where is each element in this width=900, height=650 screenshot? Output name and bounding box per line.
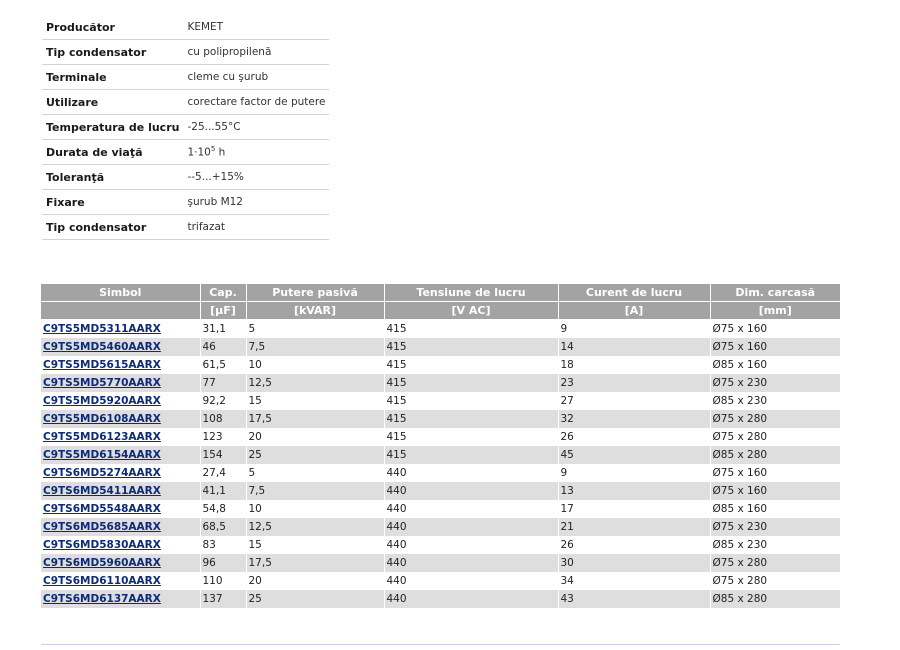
spec-row <box>42 115 329 140</box>
spec-label: Durata de viaţă <box>42 140 183 165</box>
cell-dimensions: Ø75 x 160 <box>710 482 840 500</box>
cell-reactive-power: 25 <box>246 446 384 464</box>
cell-dimensions: Ø75 x 280 <box>710 572 840 590</box>
table-row <box>41 374 840 392</box>
spec-label: Tip condensator <box>42 215 183 240</box>
cell-symbol <box>41 428 200 446</box>
unit-symbol <box>41 302 200 320</box>
product-link[interactable]: C9TS6MD6110AARX <box>43 575 161 587</box>
column-header-capacity: Cap. <box>200 284 246 302</box>
table-row <box>41 392 840 410</box>
unit-voltage: [V AC] <box>384 302 558 320</box>
cell-voltage: 415 <box>384 356 558 374</box>
cell-voltage: 415 <box>384 428 558 446</box>
spec-row <box>42 90 329 115</box>
table-row <box>41 446 840 464</box>
cell-dimensions: Ø85 x 230 <box>710 536 840 554</box>
cell-symbol <box>41 482 200 500</box>
cell-current: 26 <box>558 536 710 554</box>
spec-value: --5...+15% <box>183 165 329 190</box>
cell-capacity: 41,1 <box>200 482 246 500</box>
cell-current: 17 <box>558 500 710 518</box>
cell-symbol <box>41 518 200 536</box>
cell-symbol <box>41 356 200 374</box>
cell-current: 32 <box>558 410 710 428</box>
table-row <box>41 554 840 572</box>
cell-current: 21 <box>558 518 710 536</box>
cell-symbol <box>41 500 200 518</box>
cell-dimensions: Ø75 x 160 <box>710 320 840 339</box>
cell-current: 34 <box>558 572 710 590</box>
cell-current: 27 <box>558 392 710 410</box>
cell-dimensions: Ø85 x 160 <box>710 500 840 518</box>
cell-capacity: 54,8 <box>200 500 246 518</box>
unit-reactive-power: [kVAR] <box>246 302 384 320</box>
table-row <box>41 410 840 428</box>
cell-symbol <box>41 572 200 590</box>
spec-value: şurub M12 <box>183 190 329 215</box>
cell-current: 23 <box>558 374 710 392</box>
spec-label: Tip condensator <box>42 40 183 65</box>
spec-row <box>42 65 329 90</box>
spec-label: Temperatura de lucru <box>42 115 183 140</box>
product-link[interactable]: C9TS5MD5460AARX <box>43 341 161 353</box>
spec-row <box>42 215 329 240</box>
cell-capacity: 110 <box>200 572 246 590</box>
cell-symbol <box>41 410 200 428</box>
cell-reactive-power: 12,5 <box>246 518 384 536</box>
product-link[interactable]: C9TS6MD5830AARX <box>43 539 161 551</box>
cell-capacity: 108 <box>200 410 246 428</box>
spec-value <box>183 140 329 165</box>
unit-current: [A] <box>558 302 710 320</box>
spec-value: trifazat <box>183 215 329 240</box>
cell-voltage: 440 <box>384 500 558 518</box>
cell-current: 30 <box>558 554 710 572</box>
product-link[interactable]: C9TS6MD5274AARX <box>43 467 161 479</box>
cell-capacity: 92,2 <box>200 392 246 410</box>
table-row <box>41 536 840 554</box>
unit-row <box>41 302 840 320</box>
spec-row <box>42 40 329 65</box>
cell-voltage: 440 <box>384 464 558 482</box>
cell-capacity: 96 <box>200 554 246 572</box>
table-row <box>41 518 840 536</box>
cell-reactive-power: 20 <box>246 572 384 590</box>
specs-table <box>42 15 329 240</box>
cell-voltage: 440 <box>384 554 558 572</box>
cell-current: 43 <box>558 590 710 608</box>
cell-symbol <box>41 554 200 572</box>
cell-reactive-power: 7,5 <box>246 482 384 500</box>
header-row <box>41 284 840 302</box>
cell-dimensions: Ø75 x 230 <box>710 518 840 536</box>
cell-voltage: 415 <box>384 338 558 356</box>
spec-row <box>42 140 329 165</box>
spec-label: Producător <box>42 15 183 40</box>
cell-dimensions: Ø75 x 230 <box>710 374 840 392</box>
spec-label: Terminale <box>42 65 183 90</box>
spec-value: -25...55°C <box>183 115 329 140</box>
cell-capacity: 61,5 <box>200 356 246 374</box>
cell-current: 26 <box>558 428 710 446</box>
product-link[interactable]: C9TS6MD5685AARX <box>43 521 161 533</box>
cell-current: 9 <box>558 464 710 482</box>
cell-reactive-power: 5 <box>246 320 384 339</box>
product-link[interactable]: C9TS5MD5770AARX <box>43 377 161 389</box>
cell-voltage: 415 <box>384 392 558 410</box>
spec-value: corectare factor de putere <box>183 90 329 115</box>
table-row <box>41 338 840 356</box>
cell-capacity: 77 <box>200 374 246 392</box>
cell-dimensions: Ø85 x 230 <box>710 392 840 410</box>
cell-voltage: 415 <box>384 320 558 339</box>
cell-current: 13 <box>558 482 710 500</box>
cell-reactive-power: 17,5 <box>246 410 384 428</box>
cell-dimensions: Ø75 x 160 <box>710 464 840 482</box>
cell-dimensions: Ø85 x 160 <box>710 356 840 374</box>
cell-reactive-power: 25 <box>246 590 384 608</box>
cell-voltage: 440 <box>384 536 558 554</box>
cell-symbol <box>41 464 200 482</box>
table-row <box>41 590 840 608</box>
cell-dimensions: Ø75 x 280 <box>710 554 840 572</box>
cell-dimensions: Ø75 x 160 <box>710 338 840 356</box>
cell-capacity: 27,4 <box>200 464 246 482</box>
product-link[interactable]: C9TS6MD6137AARX <box>43 593 161 605</box>
cell-reactive-power: 10 <box>246 356 384 374</box>
table-row <box>41 356 840 374</box>
column-header-symbol: Simbol <box>41 284 200 302</box>
cell-current: 18 <box>558 356 710 374</box>
product-link[interactable]: C9TS6MD5411AARX <box>43 485 161 497</box>
bottom-divider <box>41 644 840 645</box>
cell-voltage: 415 <box>384 410 558 428</box>
cell-voltage: 440 <box>384 572 558 590</box>
table-row <box>41 482 840 500</box>
table-row <box>41 464 840 482</box>
cell-voltage: 415 <box>384 446 558 464</box>
cell-symbol <box>41 392 200 410</box>
cell-symbol <box>41 320 200 339</box>
cell-capacity: 137 <box>200 590 246 608</box>
cell-reactive-power: 15 <box>246 392 384 410</box>
spec-value: KEMET <box>183 15 329 40</box>
cell-reactive-power: 5 <box>246 464 384 482</box>
cell-capacity: 31,1 <box>200 320 246 339</box>
cell-current: 14 <box>558 338 710 356</box>
products-table <box>41 284 840 608</box>
cell-reactive-power: 15 <box>246 536 384 554</box>
column-header-reactive-power: Putere pasivă <box>246 284 384 302</box>
spec-label: Fixare <box>42 190 183 215</box>
column-header-current: Curent de lucru <box>558 284 710 302</box>
spec-row <box>42 15 329 40</box>
cell-capacity: 123 <box>200 428 246 446</box>
spec-value: cleme cu şurub <box>183 65 329 90</box>
cell-symbol <box>41 446 200 464</box>
cell-capacity: 83 <box>200 536 246 554</box>
cell-reactive-power: 20 <box>246 428 384 446</box>
cell-dimensions: Ø75 x 280 <box>710 428 840 446</box>
cell-current: 45 <box>558 446 710 464</box>
cell-symbol <box>41 374 200 392</box>
table-row <box>41 428 840 446</box>
product-link[interactable]: C9TS6MD5960AARX <box>43 557 161 569</box>
table-row <box>41 500 840 518</box>
cell-voltage: 440 <box>384 518 558 536</box>
product-link[interactable]: C9TS5MD6108AARX <box>43 413 161 425</box>
cell-symbol <box>41 590 200 608</box>
cell-voltage: 440 <box>384 590 558 608</box>
unit-dimensions: [mm] <box>710 302 840 320</box>
product-link[interactable]: C9TS6MD5548AARX <box>43 503 161 515</box>
cell-reactive-power: 7,5 <box>246 338 384 356</box>
product-link[interactable]: C9TS5MD5615AARX <box>43 359 161 371</box>
cell-reactive-power: 10 <box>246 500 384 518</box>
cell-symbol <box>41 338 200 356</box>
product-link[interactable]: C9TS5MD6123AARX <box>43 431 161 443</box>
cell-reactive-power: 12,5 <box>246 374 384 392</box>
cell-capacity: 46 <box>200 338 246 356</box>
specs-body <box>42 15 329 240</box>
column-header-dimensions: Dim. carcasă <box>710 284 840 302</box>
product-link[interactable]: C9TS5MD6154AARX <box>43 449 161 461</box>
lifetime-base: 1·10 <box>187 146 211 159</box>
unit-capacity: [µF] <box>200 302 246 320</box>
cell-capacity: 154 <box>200 446 246 464</box>
cell-dimensions: Ø85 x 280 <box>710 590 840 608</box>
lifetime-unit: h <box>215 146 226 159</box>
product-link[interactable]: C9TS5MD5311AARX <box>43 323 161 335</box>
cell-voltage: 415 <box>384 374 558 392</box>
spec-label: Toleranţă <box>42 165 183 190</box>
spec-row <box>42 190 329 215</box>
cell-reactive-power: 17,5 <box>246 554 384 572</box>
spec-row <box>42 165 329 190</box>
products-head <box>41 284 840 320</box>
spec-value: cu polipropilenă <box>183 40 329 65</box>
products-body <box>41 320 840 609</box>
cell-symbol <box>41 536 200 554</box>
product-link[interactable]: C9TS5MD5920AARX <box>43 395 161 407</box>
table-row <box>41 572 840 590</box>
spec-label: Utilizare <box>42 90 183 115</box>
table-row <box>41 320 840 339</box>
column-header-voltage: Tensiune de lucru <box>384 284 558 302</box>
cell-voltage: 440 <box>384 482 558 500</box>
cell-dimensions: Ø75 x 280 <box>710 410 840 428</box>
cell-capacity: 68,5 <box>200 518 246 536</box>
lifetime-exponent: 5 <box>210 145 216 154</box>
cell-dimensions: Ø85 x 280 <box>710 446 840 464</box>
cell-current: 9 <box>558 320 710 339</box>
